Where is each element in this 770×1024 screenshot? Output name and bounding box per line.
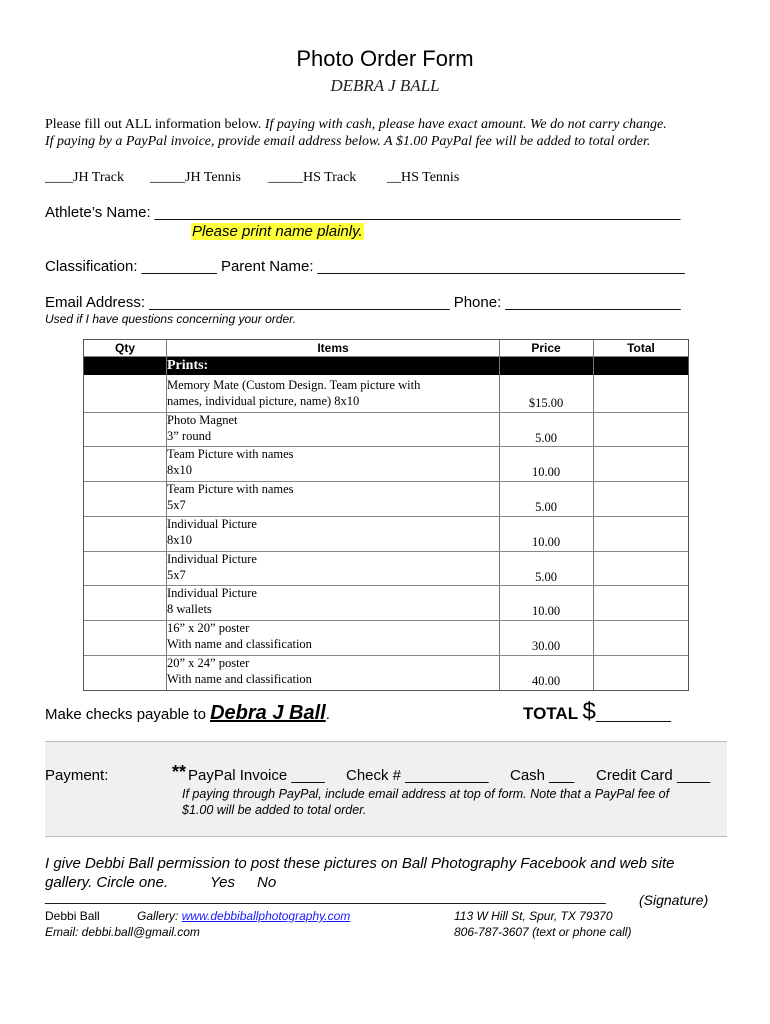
paypal-note-2: $1.00 will be added to total order. xyxy=(182,803,367,817)
item-name-line-1: Individual Picture xyxy=(167,586,257,601)
item-name-line-1: 16” x 20” poster xyxy=(167,620,250,635)
permission-yes[interactable]: Yes xyxy=(210,874,236,891)
footer-name: Debbi Ball xyxy=(45,909,100,923)
total-cell[interactable] xyxy=(594,377,688,412)
intro-italic: If paying with cash, please have exact amount. We do not carry change. xyxy=(264,117,667,132)
item-price: 40.00 xyxy=(531,673,561,688)
permission-line-1: I give Debbi Ball permission to post these pictures on Ball Photography Facebook and web site xyxy=(45,855,675,872)
payment-label: Payment: xyxy=(45,767,109,784)
gallery-link[interactable]: www.debbiballphotography.com xyxy=(181,909,351,923)
footer-address: 113 W Hill St, Spur, TX 79370 xyxy=(454,909,613,923)
item-name-line-2: 5x7 xyxy=(167,567,186,582)
total-cell[interactable] xyxy=(594,412,688,447)
item-name-line-1: Memory Mate (Custom Design. Team picture with xyxy=(167,378,421,392)
payment-cash-option[interactable]: Cash ___ xyxy=(510,767,575,784)
footer-gallery-label: Gallery: xyxy=(137,909,179,923)
qty-cell[interactable] xyxy=(84,655,166,690)
sport-hs-track[interactable]: _____HS Track xyxy=(268,170,357,185)
paypal-stars: ** xyxy=(172,762,187,782)
item-price: 5.00 xyxy=(535,569,557,584)
item-price: 10.00 xyxy=(531,534,561,549)
payment-paypal-option[interactable]: PayPal Invoice ____ xyxy=(188,767,325,784)
payable-suffix: . xyxy=(325,706,330,723)
page-subtitle: DEBRA J BALL xyxy=(330,76,440,95)
total-header: Total xyxy=(627,341,655,355)
sport-jh-tennis[interactable]: _____JH Tennis xyxy=(150,170,241,185)
payment-check-option[interactable]: Check # __________ xyxy=(346,767,489,784)
item-name-line-1: Team Picture with names xyxy=(167,482,294,497)
total-cell[interactable] xyxy=(594,446,688,481)
item-price: 10.00 xyxy=(531,465,561,480)
athlete-name-field[interactable]: Athlete’s Name: _______________________________________________________________ xyxy=(45,204,681,221)
item-name-line-2: names, individual picture, name) 8x10 xyxy=(167,394,360,408)
signature-label: (Signature) xyxy=(639,892,709,908)
prints-section-label: Prints: xyxy=(167,358,209,373)
permission-no[interactable]: No xyxy=(257,874,277,891)
item-price: 10.00 xyxy=(531,604,561,619)
order-table xyxy=(83,339,689,691)
item-name-line-1: Team Picture with names xyxy=(167,447,294,462)
sport-hs-tennis[interactable]: __HS Tennis xyxy=(387,170,460,185)
total-cell[interactable] xyxy=(594,585,688,620)
footer-email: Email: debbi.ball@gmail.com xyxy=(45,925,200,939)
qty-cell[interactable] xyxy=(84,412,166,447)
qty-cell[interactable] xyxy=(84,481,166,516)
prints-section-bar xyxy=(84,357,688,375)
qty-header: Qty xyxy=(114,341,135,355)
item-name-line-2: 3” round xyxy=(167,428,212,443)
payable-line xyxy=(45,702,330,725)
total-cell[interactable] xyxy=(594,481,688,516)
total-cell[interactable] xyxy=(594,516,688,551)
payable-name: Debra J Ball xyxy=(210,702,326,724)
intro-plain: Please fill out ALL information below. xyxy=(45,117,265,132)
qty-cell[interactable] xyxy=(84,377,166,412)
signature-line[interactable]: ________________________________________________________________________ xyxy=(45,888,606,904)
intro-line-2: If paying by a PayPal invoice, provide email address below. A $1.00 PayPal fee will be added to total order. xyxy=(45,134,651,149)
page-title: Photo Order Form xyxy=(296,46,474,71)
item-name-line-2: 5x7 xyxy=(167,498,186,513)
footer-gallery xyxy=(137,909,350,923)
item-price: 5.00 xyxy=(535,430,557,445)
qty-cell[interactable] xyxy=(84,620,166,655)
payment-credit-option[interactable]: Credit Card ____ xyxy=(596,767,711,784)
item-name-line-1: Photo Magnet xyxy=(167,412,238,427)
qty-cell[interactable] xyxy=(84,551,166,586)
item-name-line-1: Individual Picture xyxy=(167,551,257,566)
classification-parent-field[interactable]: Classification: _________ Parent Name: ____________________________________________ xyxy=(45,258,685,275)
items-header: Items xyxy=(317,341,349,355)
qty-cell[interactable] xyxy=(84,585,166,620)
item-name-line-1: Individual Picture xyxy=(167,516,257,531)
permission-circle-prompt: gallery. Circle one. xyxy=(45,874,169,891)
item-price: 5.00 xyxy=(535,500,557,515)
total-blank[interactable]: _________ xyxy=(595,706,671,723)
total-label: TOTAL xyxy=(523,704,583,723)
item-price: 30.00 xyxy=(531,638,561,653)
qty-cell[interactable] xyxy=(84,516,166,551)
email-note: Used if I have questions concerning your order. xyxy=(45,312,297,326)
payable-prefix: Make checks payable to xyxy=(45,706,211,723)
email-phone-field[interactable]: Email Address: ____________________________________ Phone: _____________________ xyxy=(45,294,681,311)
sport-jh-track[interactable]: ____JH Track xyxy=(45,170,124,185)
price-header: Price xyxy=(531,341,561,355)
item-price: $15.00 xyxy=(528,396,564,410)
paypal-note-1: If paying through PayPal, include email address at top of form. Note that a PayPal fee of xyxy=(182,787,670,801)
total-cell[interactable] xyxy=(594,551,688,586)
footer-phone: 806-787-3607 (text or phone call) xyxy=(454,925,632,939)
total-field[interactable] xyxy=(523,698,671,726)
intro-line-1 xyxy=(45,117,667,133)
total-cell[interactable] xyxy=(594,655,688,690)
total-cell[interactable] xyxy=(594,620,688,655)
item-name-line-2: With name and classification xyxy=(167,636,312,651)
item-name-line-2: 8x10 xyxy=(167,532,192,547)
total-currency: $ xyxy=(582,698,596,725)
item-name-line-2: With name and classification xyxy=(167,671,312,686)
print-name-note: Please print name plainly. xyxy=(192,223,363,240)
qty-cell[interactable] xyxy=(84,446,166,481)
item-name-line-2: 8x10 xyxy=(167,463,192,478)
item-name-line-1: 20” x 24” poster xyxy=(167,655,250,670)
item-name-line-2: 8 wallets xyxy=(167,602,212,617)
